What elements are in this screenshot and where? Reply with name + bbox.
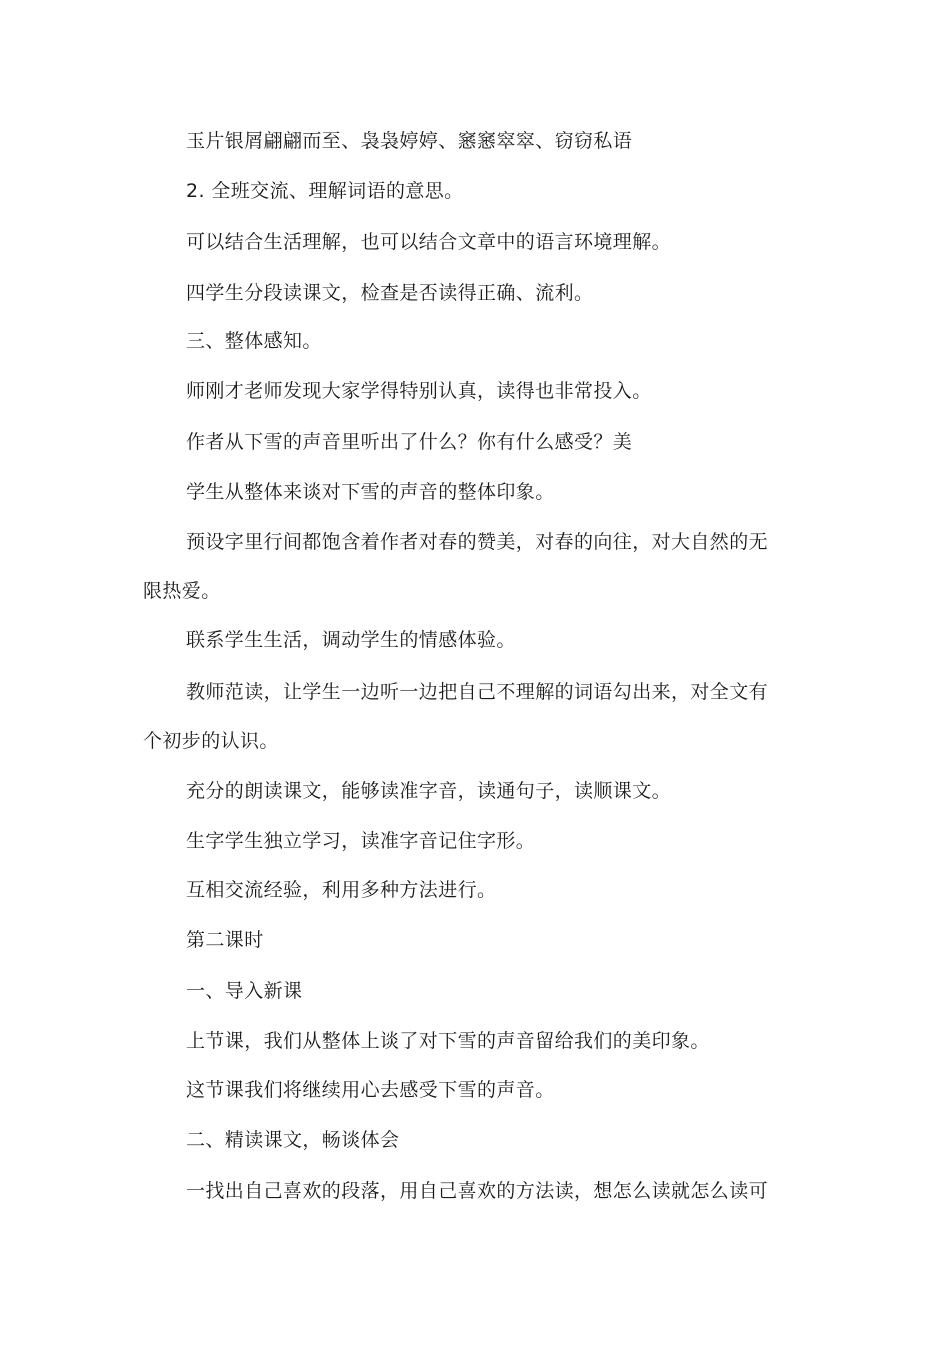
text-line: 一找出自己喜欢的段落，用自己喜欢的方法读，想怎么读就怎么读可 [186,1180,769,1202]
text-line: 充分的朗读课文，能够读准字音，读通句子，读顺课文。 [186,780,672,802]
text-line: 生字学生独立学习，读准字音记住字形。 [186,830,536,852]
section-heading: 二、精读课文，畅谈体会 [186,1129,400,1151]
section-heading: 第二课时 [186,929,264,951]
text-line: 上节课，我们从整体上谈了对下雪的声音留给我们的美印象。 [186,1030,710,1052]
text-line: 可以结合生活理解，也可以结合文章中的语言环境理解。 [186,231,672,253]
text-line: 这节课我们将继续用心去感受下雪的声音。 [186,1079,555,1101]
text-line: 教师范读，让学生一边听一边把自己不理解的词语勾出来，对全文有 [186,681,769,703]
text-line: 玉片银屑翩翩而至、袅袅婷婷、窸窸窣窣、窃窃私语 [186,130,633,152]
text-line: 作者从下雪的声音里听出了什么？你有什么感受？美 [186,431,633,453]
text-line: 学生从整体来谈对下雪的声音的整体印象。 [186,481,555,503]
text-line: 联系学生生活，调动学生的情感体验。 [186,629,516,651]
text-line: 预设字里行间都饱含着作者对春的赞美，对春的向往，对大自然的无 [186,531,769,553]
text-line-continuation: 个初步的认识。 [143,730,279,752]
text-line: 互相交流经验，利用多种方法进行。 [186,879,497,901]
text-line: 2. 全班交流、理解词语的意思。 [186,180,464,202]
section-heading: 三、整体感知。 [186,330,322,352]
section-heading: 一、导入新课 [186,980,303,1002]
text-line: 师刚才老师发现大家学得特别认真，读得也非常投入。 [186,380,652,402]
text-line-continuation: 限热爱。 [143,580,221,602]
text-line: 四学生分段读课文，检查是否读得正确、流利。 [186,282,594,304]
